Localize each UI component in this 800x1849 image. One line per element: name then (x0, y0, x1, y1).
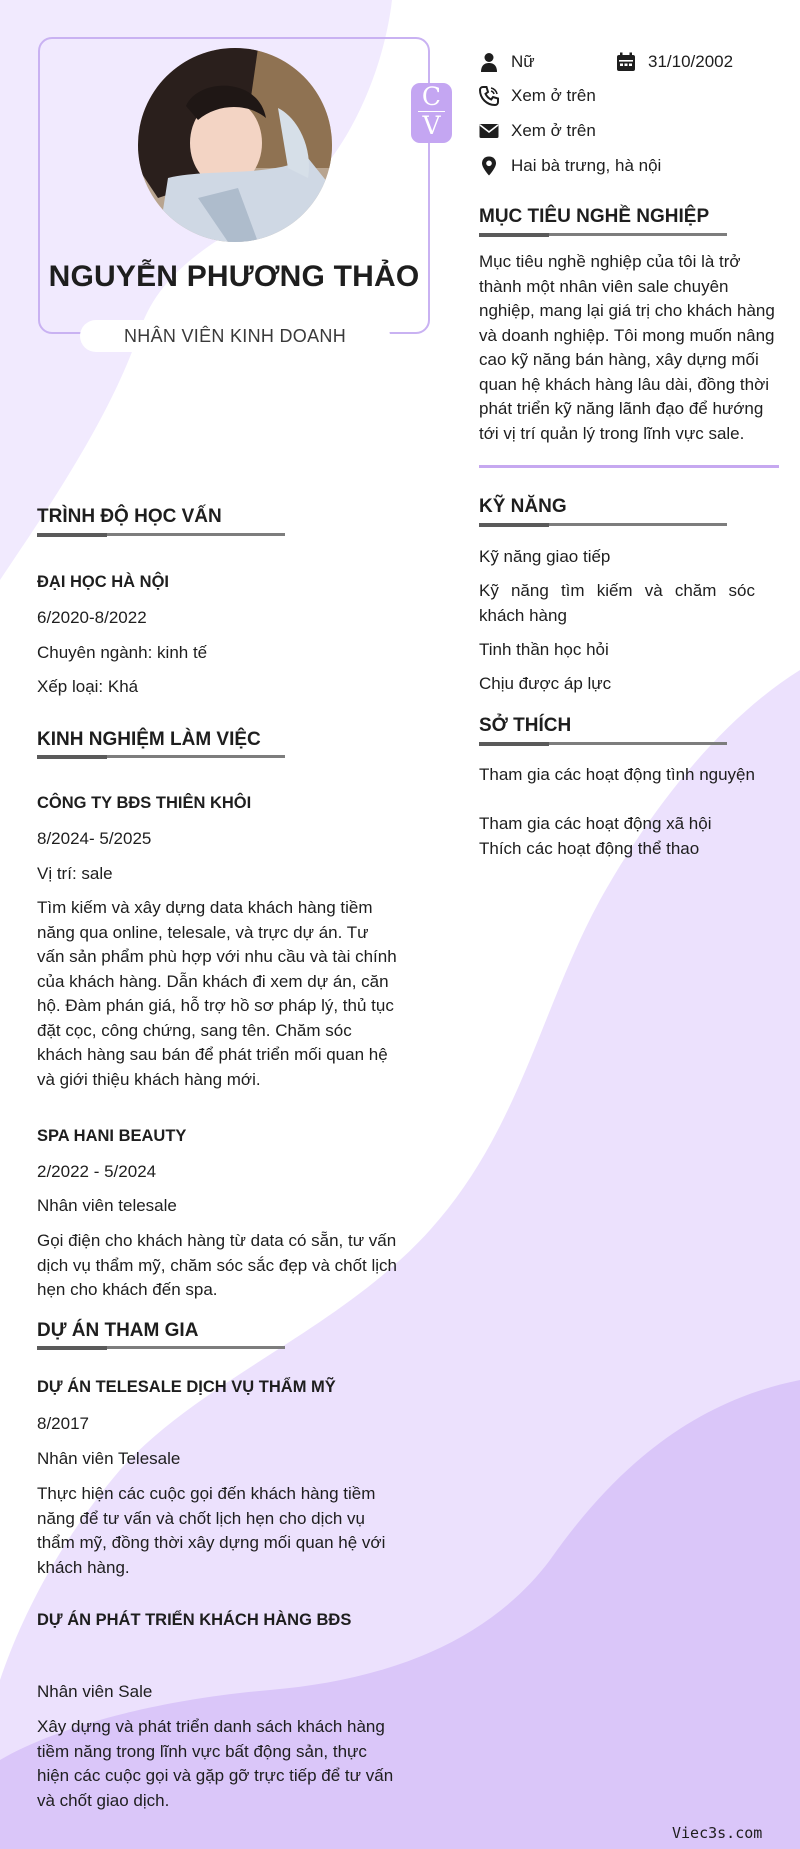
project-description: Thực hiện các cuộc gọi đến khách hàng tiềm năng để tư vấn và chốt lịch hẹn cho dịch vụ thẩm mỹ, đồng thời xây dựng mối quan hệ với khách hàng. (37, 1484, 386, 1577)
person-icon (479, 52, 499, 72)
project-role: Nhân viên Telesale (37, 1449, 181, 1468)
calendar-icon (616, 52, 636, 72)
experience-rule (37, 755, 285, 758)
skills-title: KỸ NĂNG (479, 496, 567, 517)
project-name: DỰ ÁN TELESALE DỊCH VỤ THẨM MỸ (37, 1378, 336, 1396)
job-position: Nhân viên telesale (37, 1196, 177, 1215)
job-period: 2/2022 - 5/2024 (37, 1162, 157, 1181)
skill-item: Tinh thần học hỏi (479, 640, 609, 659)
skill-item: Kỹ năng giao tiếp (479, 547, 611, 566)
cv-badge (411, 83, 452, 143)
envelope-icon (479, 121, 499, 141)
hobby-item: Thích các hoạt động thể thao (479, 839, 700, 858)
contact-address (479, 154, 661, 178)
project-role: Nhân viên Sale (37, 1682, 153, 1701)
project-period: 8/2017 (37, 1414, 89, 1433)
project-name: DỰ ÁN PHÁT TRIỂN KHÁCH HÀNG BĐS (37, 1611, 352, 1629)
skills-rule (479, 523, 727, 526)
hobby-item: Tham gia các hoạt động xã hội (479, 814, 712, 833)
education-title: TRÌNH ĐỘ HỌC VẤN (37, 506, 222, 527)
cv-letter-top: C (421, 82, 442, 111)
hobbies-rule (479, 742, 727, 745)
job-period: 8/2024- 5/2025 (37, 829, 152, 848)
email-value: Xem ở trên (511, 121, 596, 140)
hobby-item: Tham gia các hoạt động tình nguyện (479, 765, 755, 784)
cv-letter-bottom: V (422, 111, 441, 140)
hobbies-title: SỞ THÍCH (479, 715, 572, 736)
contact-birthday (616, 50, 733, 74)
job-description: Tìm kiếm và xây dựng data khách hàng tiềm năng qua online, telesale, và trực dự án. Tư vấn sản phẩm phù hợp với nhu cầu và tài chính của khách hàng. Dẫn khách đi xem dự án, căn hộ. Đàm phán giá, hỗ trợ hồ sơ pháp lý, thủ tục đặt cọc, công chứng, sang tên. Chăm sóc khách hàng sau bán để phát triển mối quan hệ và giới thiệu khách hàng mới. (37, 898, 397, 1089)
skill-item: Chịu được áp lực (479, 674, 612, 693)
job-company: SPA HANI BEAUTY (37, 1127, 187, 1145)
contact-email (479, 119, 596, 143)
candidate-name: NGUYỄN PHƯƠNG THẢO (48, 260, 420, 293)
objective-text: Mục tiêu nghề nghiệp của tôi là trở thành một nhân viên sale chuyên nghiệp, mang lại giá trị cho khách hàng và doanh nghiệp. Tôi mong muốn nâng cao kỹ năng bán hàng, xây dựng mối quan hệ khách hàng lâu dài, đồng thời phát triển kỹ năng lãnh đạo để hướng tới vị trí quản lý trong lĩnh vực sale. (479, 252, 775, 443)
projects-title: DỰ ÁN THAM GIA (37, 1320, 199, 1341)
phone-icon (479, 86, 499, 106)
contact-phone (479, 84, 596, 108)
skill-item: Kỹ năng tìm kiếm và chăm sóc khách hàng (479, 581, 755, 625)
job-title: NHÂN VIÊN KINH DOANH (80, 320, 390, 352)
projects-rule (37, 1346, 285, 1349)
education-school: ĐẠI HỌC HÀ NỘI (37, 573, 169, 591)
birthday-value: 31/10/2002 (648, 52, 734, 71)
project-description: Xây dựng và phát triển danh sách khách hàng tiềm năng trong lĩnh vực bất động sản, thực hiện các cuộc gọi và gặp gỡ trực tiếp để tư vấn và chốt giao dịch. (37, 1717, 394, 1810)
profile-photo (138, 48, 332, 242)
watermark: Viec3s.com (672, 1824, 763, 1842)
objective-rule (479, 233, 727, 236)
education-rule (37, 533, 285, 536)
education-rank: Xếp loại: Khá (37, 677, 139, 696)
education-major: Chuyên ngành: kinh tế (37, 643, 208, 662)
gender-value: Nữ (511, 52, 535, 71)
objective-divider (479, 465, 779, 468)
job-description: Gọi điện cho khách hàng từ data có sẵn, tư vấn dịch vụ thẩm mỹ, chăm sóc sắc đẹp và chốt lịch hẹn cho khách đến spa. (37, 1231, 397, 1299)
objective-title: MỤC TIÊU NGHỀ NGHIỆP (479, 206, 710, 227)
job-position: Vị trí: sale (37, 864, 113, 883)
address-value: Hai bà trưng, hà nội (511, 156, 662, 175)
contact-gender (479, 50, 535, 74)
location-pin-icon (479, 156, 499, 176)
education-period: 6/2020-8/2022 (37, 608, 147, 627)
job-company: CÔNG TY BĐS THIÊN KHÔI (37, 794, 252, 812)
phone-value: Xem ở trên (511, 86, 596, 105)
experience-title: KINH NGHIỆM LÀM VIỆC (37, 729, 261, 750)
